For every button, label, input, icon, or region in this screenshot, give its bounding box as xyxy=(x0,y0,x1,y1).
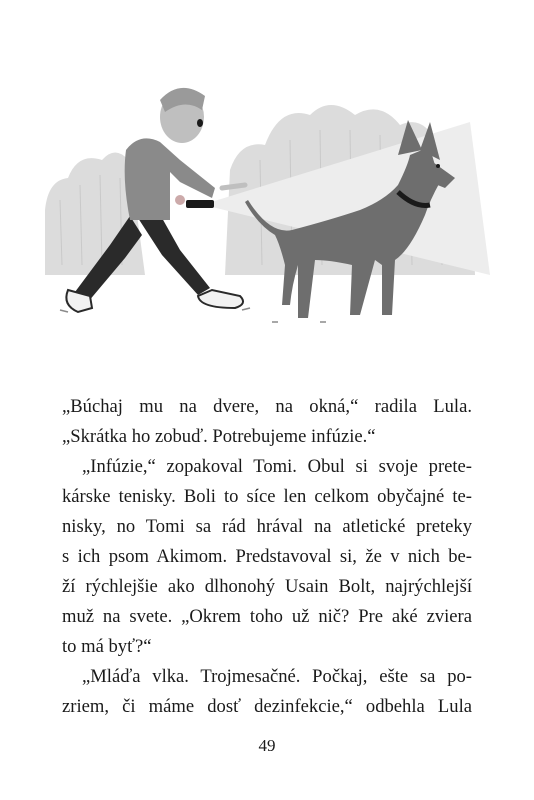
text-line: kárske tenisky. Boli to síce len celkom obyčajné te- xyxy=(62,486,472,507)
text-line: „Búchaj mu na dvere, na okná,“ radila Lula. xyxy=(62,396,472,417)
text-line: ží rýchlejšie ako dlhonohý Usain Bolt, najrýchlejší xyxy=(62,576,472,597)
text-line: „Skrátka ho zobuď. Potrebujeme infúzie.“ xyxy=(62,426,376,447)
body-text xyxy=(62,392,472,722)
text-line: „Infúzie,“ zopakoval Tomi. Obul si svoje prete- xyxy=(82,456,472,477)
paragraph xyxy=(62,662,472,722)
paragraph xyxy=(62,392,472,452)
text-line: zriem, či máme dosť dezinfekcie,“ odbehla Lula xyxy=(62,696,472,717)
text-line: to má byť?“ xyxy=(62,636,152,657)
page-number: 49 xyxy=(258,736,276,755)
text-line: nisky, no Tomi sa rád hrával na atletické preteky xyxy=(62,516,472,537)
text-line: s ich psom Akimom. Predstavoval si, že v nich be- xyxy=(62,546,472,567)
text-line: muž na svete. „Okrem toho už nič? Pre aké zviera xyxy=(62,606,472,627)
text-line: „Mláďa vlka. Trojmesačné. Počkaj, ešte sa po- xyxy=(82,666,472,687)
paragraph xyxy=(62,452,472,662)
illustration-boy-with-flashlight-and-dog xyxy=(30,60,510,350)
